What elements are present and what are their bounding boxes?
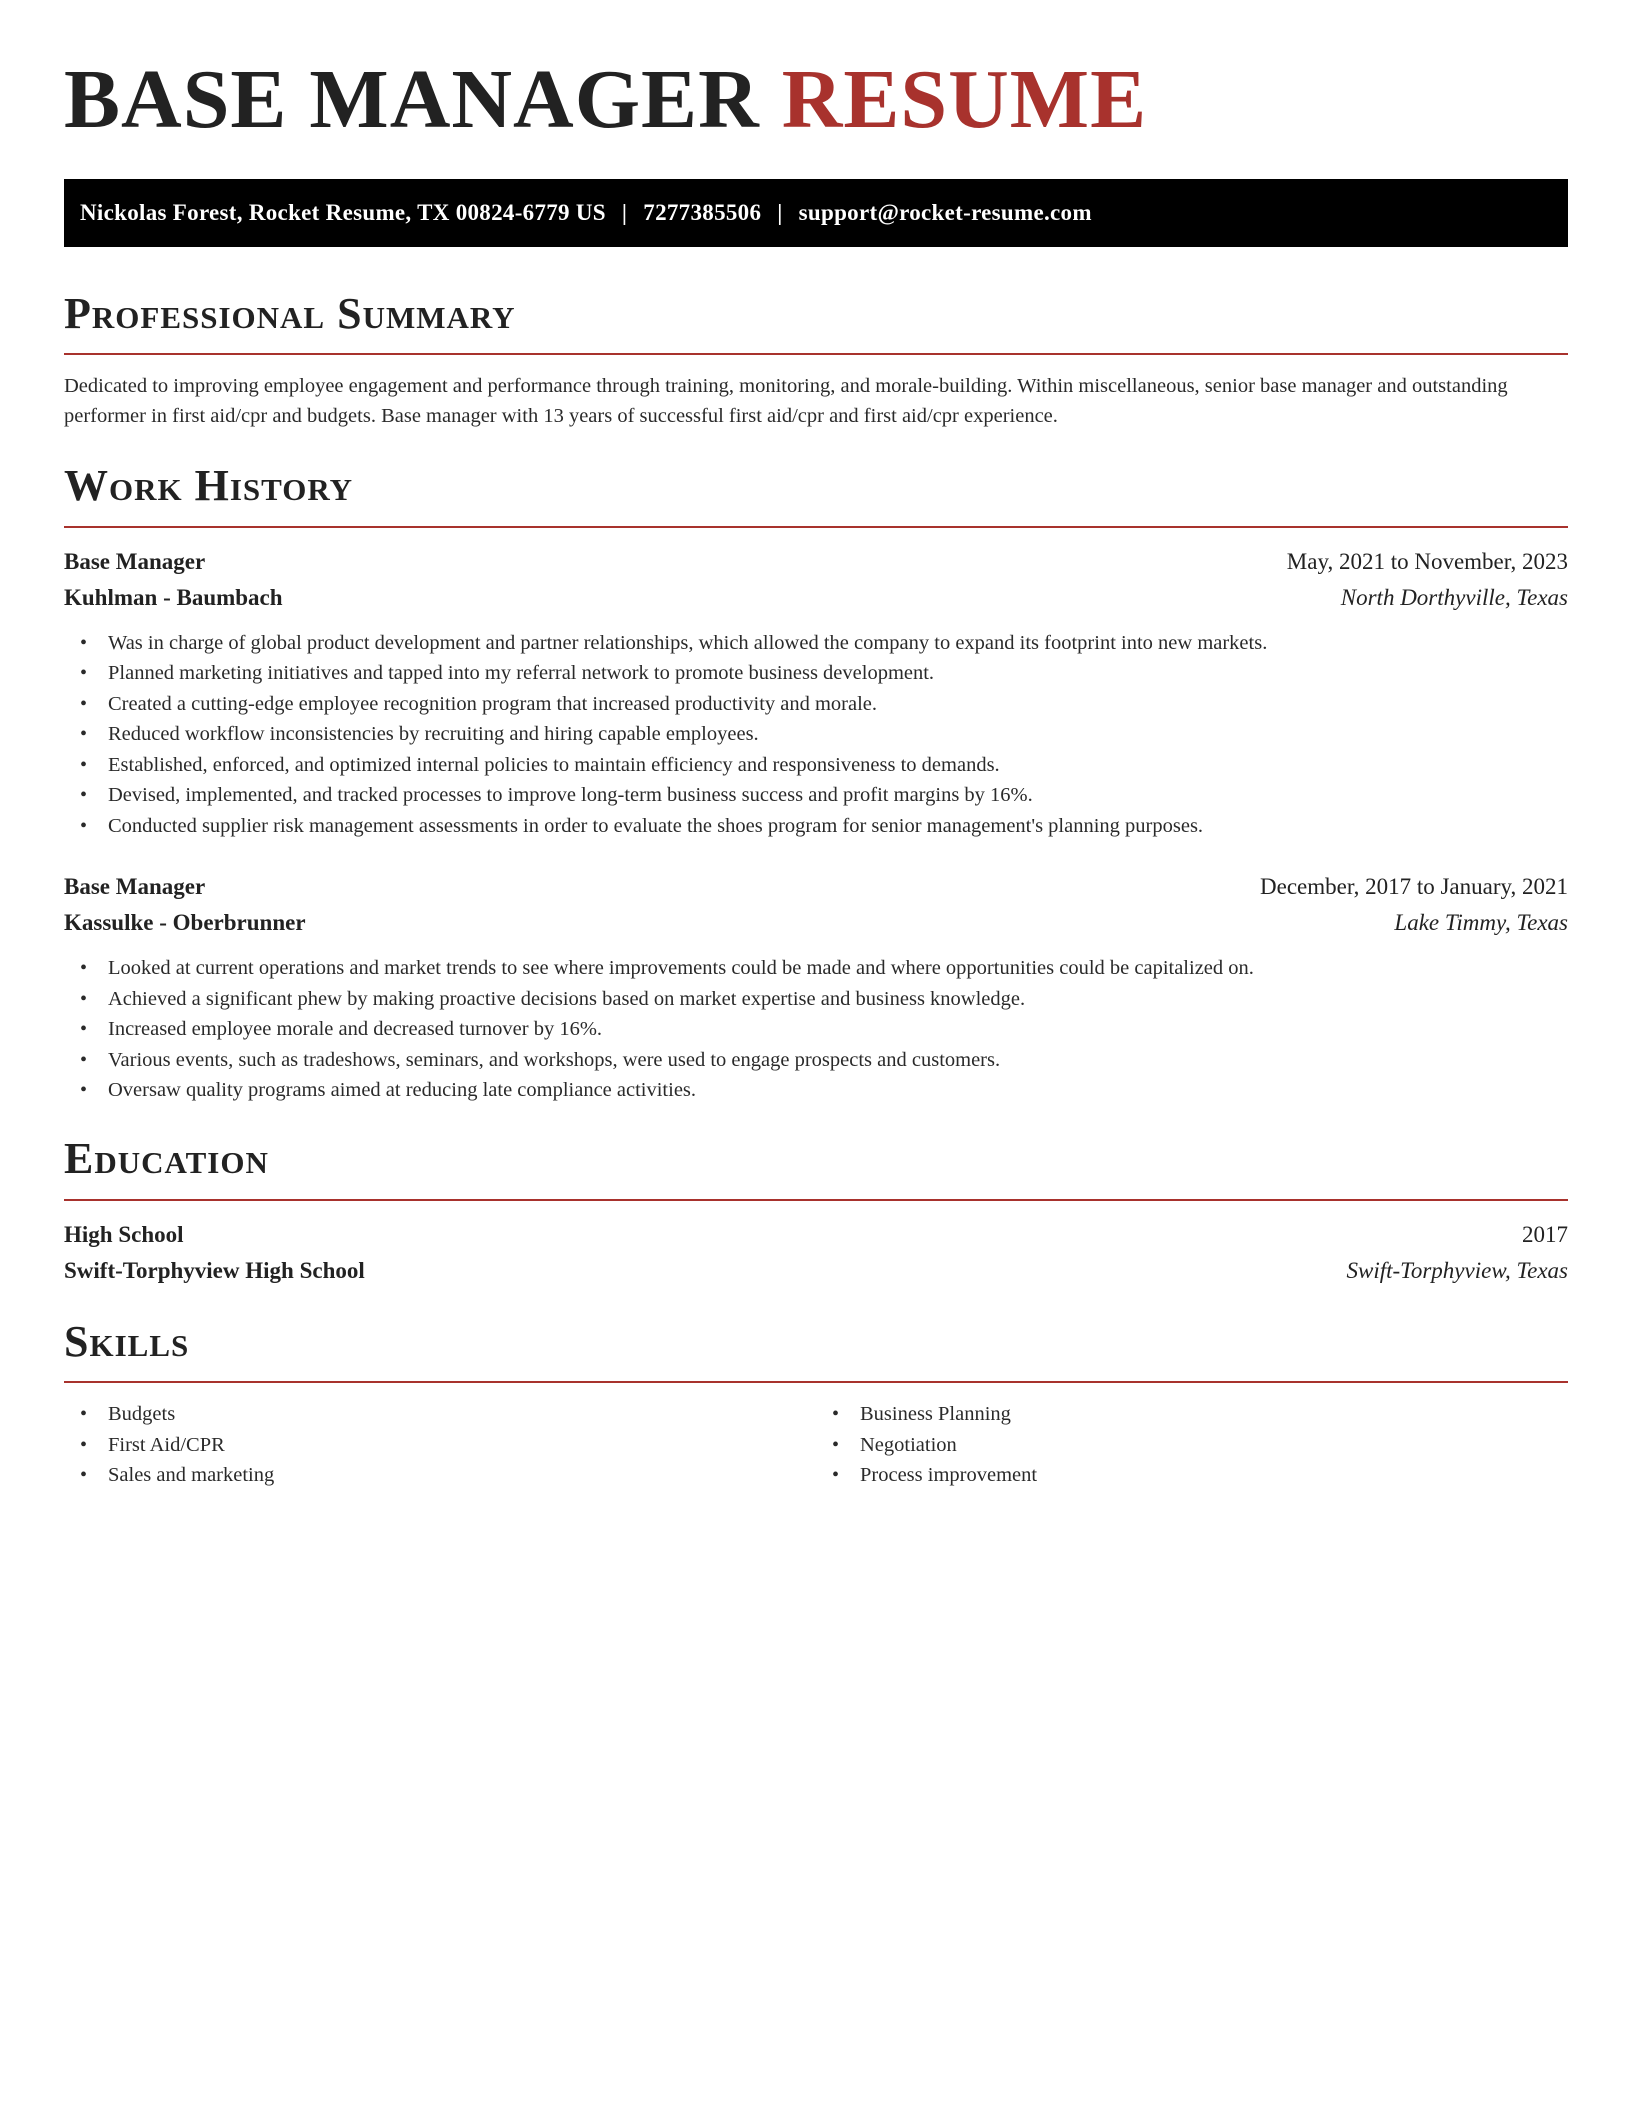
bullet-icon: • (80, 784, 88, 807)
bullet-icon: • (80, 814, 88, 837)
summary-section (64, 289, 1568, 432)
bullet-icon: • (80, 987, 88, 1010)
contact-separator: | (777, 199, 783, 225)
bullet-icon: • (80, 1433, 88, 1456)
bullet-icon: • (832, 1403, 840, 1426)
education-section (64, 1134, 1568, 1289)
job-dates: May, 2021 to November, 2023 (1286, 548, 1568, 574)
bullet-icon: • (832, 1433, 840, 1456)
list-item: • Process improvement (816, 1460, 1568, 1491)
summary-text: Dedicated to improving employee engagement and performance through training, monitoring, and morale-building. Within miscellaneous, senior base manager and outstanding performer in first aid/cpr and budgets. Base manager with 13 years of successful first aid/cpr and first aid/cpr experience. (64, 375, 1508, 428)
skills-list (64, 1399, 1568, 1491)
list-item: • Budgets (64, 1399, 816, 1430)
education-school: Swift-Torphyview High School (64, 1257, 365, 1283)
bullet-icon: • (80, 753, 88, 776)
bullet-icon: • (80, 723, 88, 746)
bullet-icon: • (80, 662, 88, 685)
list-item: • Negotiation (816, 1430, 1568, 1461)
bullet-icon: • (80, 957, 88, 980)
bullet-icon: • (80, 692, 88, 715)
skills-column-right (816, 1399, 1568, 1491)
work-history-section (64, 461, 1568, 1106)
list-item: • Oversaw quality programs aimed at reducing late compliance activities. (64, 1075, 1568, 1106)
list-item: • Reduced workflow inconsistencies by recruiting and hiring capable employees. (64, 719, 1568, 750)
section-divider (64, 526, 1568, 528)
list-item: • Established, enforced, and optimized internal policies to maintain efficiency and responsiveness to demands. (64, 750, 1568, 781)
bullet-icon: • (832, 1464, 840, 1487)
job-company: Kuhlman - Baumbach (64, 584, 283, 610)
bullet-icon: • (80, 631, 88, 654)
bullet-icon: • (80, 1079, 88, 1102)
section-heading: Work History (64, 461, 354, 511)
job-entry (64, 544, 1568, 842)
list-item: • Achieved a significant phew by making proactive decisions based on market expertise and business knowledge. (64, 984, 1568, 1015)
skills-column-left (64, 1399, 816, 1491)
list-item: • Increased employee morale and decreased turnover by 16%. (64, 1014, 1568, 1045)
skills-section (64, 1317, 1568, 1491)
section-divider (64, 1199, 1568, 1201)
job-title: Base Manager (64, 874, 206, 900)
education-location: Swift-Torphyview, Texas (1346, 1257, 1568, 1283)
section-divider (64, 1381, 1568, 1383)
list-item: • Created a cutting-edge employee recognition program that increased productivity and morale. (64, 689, 1568, 720)
resume-title (64, 50, 1568, 151)
section-heading: Education (64, 1133, 269, 1183)
job-bullets (64, 628, 1568, 842)
list-item: • Planned marketing initiatives and tapped into my referral network to promote business development. (64, 658, 1568, 689)
list-item: • Various events, such as tradeshows, seminars, and workshops, were used to engage prospects and customers. (64, 1045, 1568, 1076)
education-degree: High School (64, 1221, 184, 1247)
job-dates: December, 2017 to January, 2021 (1260, 874, 1568, 900)
title-main: BASE MANAGER (64, 53, 760, 146)
bullet-icon: • (80, 1403, 88, 1426)
job-entry (64, 869, 1568, 1106)
job-bullets (64, 953, 1568, 1106)
bullet-icon: • (80, 1464, 88, 1487)
list-item: • Was in charge of global product development and partner relationships, which allowed the company to expand its footprint into new markets. (64, 628, 1568, 659)
contact-bar (64, 179, 1568, 247)
section-heading: Skills (64, 1316, 190, 1366)
contact-phone: 7277385506 (643, 199, 762, 225)
list-item: • Looked at current operations and market trends to see where improvements could be made and where opportunities could be capitalized on. (64, 953, 1568, 984)
education-year: 2017 (1522, 1221, 1568, 1247)
bullet-icon: • (80, 1048, 88, 1071)
list-item: • Sales and marketing (64, 1460, 816, 1491)
job-location: Lake Timmy, Texas (1394, 910, 1568, 936)
bullet-icon: • (80, 1018, 88, 1041)
section-heading: Professional Summary (64, 288, 516, 338)
list-item: • Business Planning (816, 1399, 1568, 1430)
title-accent: RESUME (781, 53, 1148, 146)
contact-email: support@rocket-resume.com (798, 199, 1092, 225)
list-item: • Devised, implemented, and tracked processes to improve long-term business success and profit margins by 16%. (64, 780, 1568, 811)
job-company: Kassulke - Oberbrunner (64, 910, 306, 936)
job-location: North Dorthyville, Texas (1340, 584, 1568, 610)
contact-address: Nickolas Forest, Rocket Resume, TX 00824-6779 US (80, 199, 606, 225)
section-divider (64, 353, 1568, 355)
contact-separator: | (621, 199, 628, 225)
list-item: • First Aid/CPR (64, 1430, 816, 1461)
list-item: • Conducted supplier risk management assessments in order to evaluate the shoes program for senior management's planning purposes. (64, 811, 1568, 842)
job-title: Base Manager (64, 548, 206, 574)
